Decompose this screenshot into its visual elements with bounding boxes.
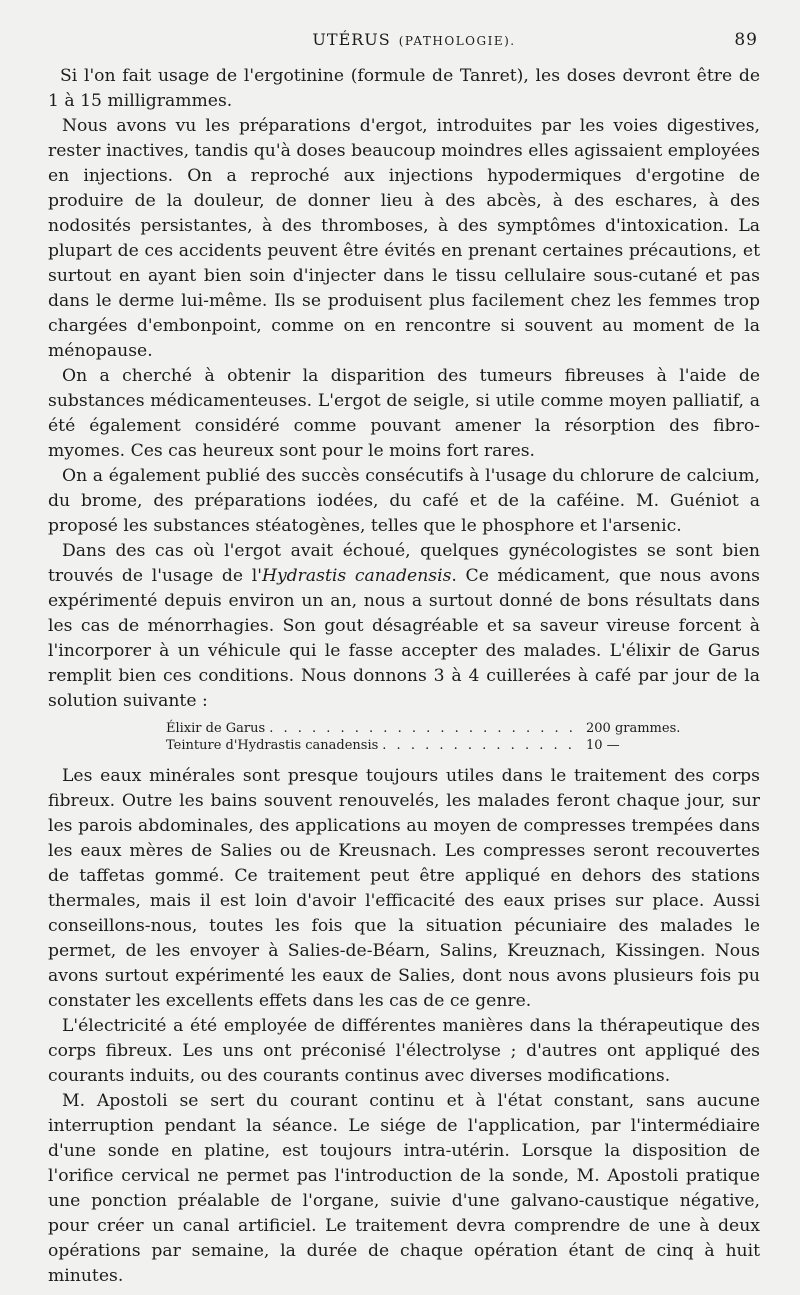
recipe-quantity: 10 —	[586, 738, 620, 753]
hydrastis-text-a: Dans des cas où l'ergot avait échoué, quelques gynécologistes se sont bien trouvés de l'usage de l'	[48, 541, 760, 586]
running-title	[312, 30, 515, 49]
paragraph-apostoli: M. Apostoli se sert du courant continu et à l'état constant, sans aucune interruption pendant la séance. Le siége de l'application, par l'intermédiaire d'une sonde en platine, est toujours intra-utérin. Lorsque la disposition de l'orifice cervical ne permet pas l'introduction de la sonde, M. Apostoli pratique une ponction préalable de l'organe, suivie d'une galvano-caustique négative, pour créer un canal artificiel. Le traitement devra comprendre de une à deux opérations par semaine, la durée de chaque opération étant de cinq à huit minutes.	[48, 1091, 760, 1286]
recipe-quantity: 200 grammes.	[586, 721, 681, 736]
recipe-ingredient: Élixir de Garus	[166, 721, 266, 736]
paragraph-hydrastis	[48, 539, 760, 714]
recipe-row	[166, 737, 726, 754]
leader-dots	[269, 720, 582, 737]
paragraph-ergotinine: Si l'on fait usage de l'ergotinine (formule de Tanret), les doses devront être de 1 à 15 milligrammes.	[48, 66, 760, 111]
recipe-row	[166, 720, 726, 737]
hydrastis-text-b: . Ce médicament, que nous avons expérimenté depuis environ un an, nous a surtout donné de bons résultats dans les cas de ménorrhagies. Son gout désagréable et sa saveur vireuse forcent à l'incorporer à un véhicule qui le fasse accepter des malades. L'élixir de Garus remplit bien ces conditions. Nous donnons 3 à 4 cuillerées à café par jour de la solution suivante :	[48, 566, 760, 711]
page-number: 89	[734, 30, 758, 50]
header-subtitle: (PATHOLOGIE).	[398, 34, 516, 48]
recipe-list	[166, 720, 726, 754]
paragraph-fibroid-medication: On a cherché à obtenir la disparition des tumeurs fibreuses à l'aide de substances médicamenteuses. L'ergot de seigle, si utile comme moyen palliatif, a été également considéré comme pouvant amener la résorption des fibro-myomes. Ces cas heureux sont pour le moins fort rares.	[48, 366, 760, 461]
paragraph-electricity: L'électricité a été employée de différentes manières dans la thérapeutique des corps fibreux. Les uns ont préconisé l'électrolyse ; d'autres ont appliqué des courants induits, ou des courants continus avec diverses modifications.	[48, 1016, 760, 1086]
running-header	[48, 30, 760, 64]
hydrastis-italic: Hydrastis canadensis	[261, 566, 452, 586]
page-body	[48, 64, 760, 1289]
recipe-ingredient: Teinture d'Hydrastis canadensis	[166, 738, 379, 753]
paragraph-other-substances: On a également publié des succès consécutifs à l'usage du chlorure de calcium, du brome, des préparations iodées, du café et de la caféine. M. Guéniot a proposé les substances stéatogènes, telles que le phosphore et l'arsenic.	[48, 466, 760, 536]
header-title: UTÉRUS	[312, 30, 391, 49]
paragraph-mineral-waters: Les eaux minérales sont presque toujours utiles dans le traitement des corps fibreux. Outre les bains souvent renouvelés, les malades feront chaque jour, sur les parois abdominales, des applications au moyen de compresses trempées dans les eaux mères de Salies ou de Kreusnach. Les compresses seront recouvertes de taffetas gommé. Ce traitement peut être appliqué en dehors des stations thermales, mais il est loin d'avoir l'efficacité des eaux prises sur place. Aussi conseillons-nous, toutes les fois que la situation pécuniaire des malades le permet, de les envoyer à Salies-de-Béarn, Salins, Kreuznach, Kissingen. Nous avons surtout expérimenté les eaux de Salies, dont nous avons plusieurs fois pu constater les excellents effets dans les cas de ce genre.	[48, 766, 760, 1011]
leader-dots	[382, 737, 582, 754]
paragraph-ergot-injections: Nous avons vu les préparations d'ergot, introduites par les voies digestives, rester inactives, tandis qu'à doses beaucoup moindres elles agissaient employées en injections. On a reproché aux injections hypodermiques d'ergotine de produire de la douleur, de donner lieu à des abcès, à des eschares, à des nodosités persistantes, à des thromboses, à des symptômes d'intoxication. La plupart de ces accidents peuvent être évités en prenant certaines précautions, et surtout en ayant bien soin d'injecter dans le tissu cellulaire sous-cutané et pas dans le derme lui-même. Ils se produisent plus facilement chez les femmes trop chargées d'embonpoint, comme on en rencontre si souvent au moment de la ménopause.	[48, 116, 760, 361]
